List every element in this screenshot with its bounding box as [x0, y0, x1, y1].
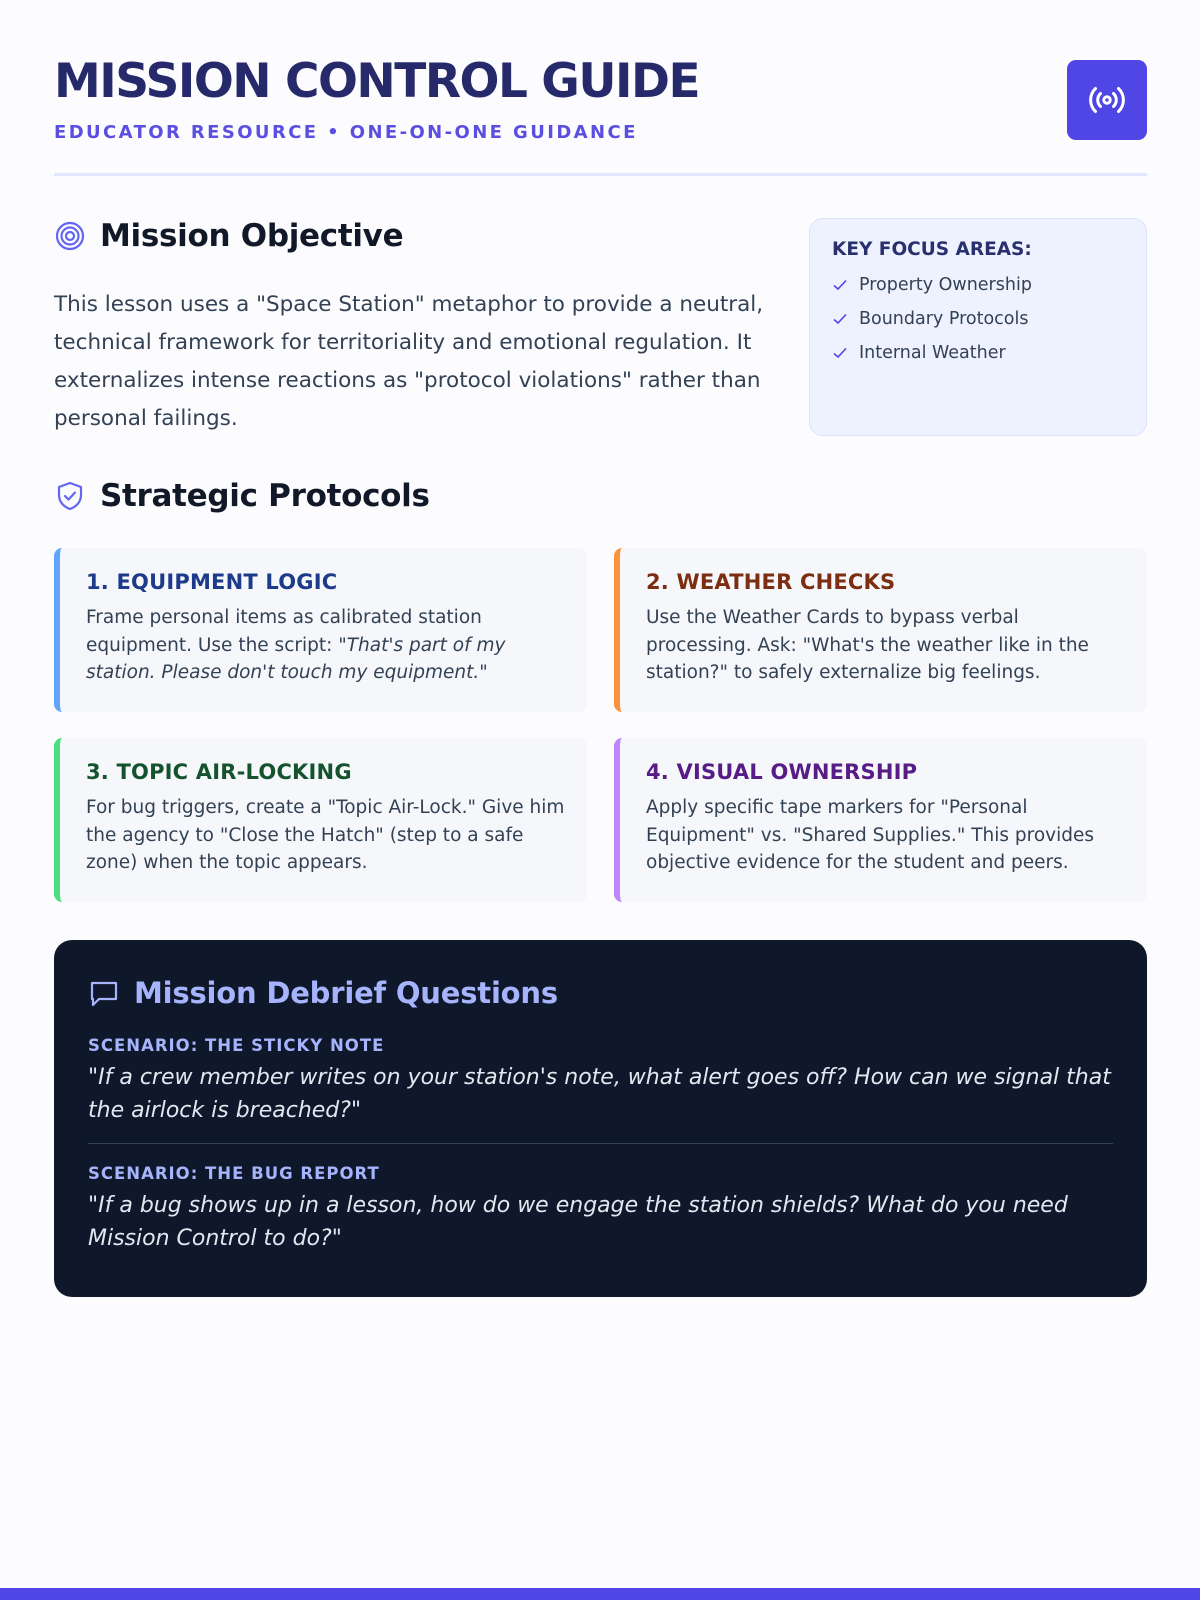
shield-check-icon: [54, 480, 86, 512]
page-title: MISSION CONTROL GUIDE: [54, 54, 700, 109]
card-title: 3. TOPIC AIR-LOCKING: [86, 760, 352, 784]
scenario-question: "If a crew member writes on your station's note, what alert goes off? How can we signal that the airlock is breached?": [88, 1065, 1111, 1123]
card-text: [86, 604, 565, 687]
target-icon: [54, 220, 86, 252]
protocols-title: Strategic Protocols: [100, 478, 430, 514]
broadcast-icon: [1067, 60, 1147, 140]
scenario-label: SCENARIO: THE BUG REPORT: [88, 1164, 380, 1183]
protocol-card-weather-checks: [614, 548, 1147, 712]
objective-title: Mission Objective: [100, 218, 404, 254]
focus-item-label: Property Ownership: [859, 275, 1032, 295]
debrief-heading: [88, 976, 1113, 1010]
page-subtitle: EDUCATOR RESOURCE • ONE-ON-ONE GUIDANCE: [54, 122, 638, 143]
card-title: 2. WEATHER CHECKS: [646, 570, 896, 594]
card-title: 4. VISUAL OWNERSHIP: [646, 760, 918, 784]
scenario-item: [88, 1036, 1113, 1127]
scenario-item: [88, 1164, 1113, 1255]
objective-text: This lesson uses a "Space Station" metaphor to provide a neutral, technical framework for territoriality and emotional regulation. It externalizes intense reactions as "protocol violations" rather than personal failings.: [54, 292, 764, 431]
check-icon: [832, 344, 850, 362]
footer-accent-bar: [0, 1588, 1200, 1600]
scenario-label: SCENARIO: THE STICKY NOTE: [88, 1036, 385, 1055]
protocol-card-equipment-logic: [54, 548, 587, 712]
mission-objective-section: [54, 218, 1147, 436]
card-text: Use the Weather Cards to bypass verbal processing. Ask: "What's the weather like in the station?" to safely externalize big feelings.: [646, 607, 1089, 683]
card-text: For bug triggers, create a "Topic Air-Lock." Give him the agency to "Close the Hatch" (step to a safe zone) when the topic appears.: [86, 797, 565, 873]
card-title: 1. EQUIPMENT LOGIC: [86, 570, 338, 594]
guide-page: [54, 0, 1147, 1251]
scenario-question: "If a bug shows up in a lesson, how do we engage the station shields? What do you need Mission Control to do?": [88, 1193, 1068, 1251]
focus-title: KEY FOCUS AREAS:: [832, 239, 1032, 260]
focus-item: [832, 302, 1124, 336]
debrief-title: Mission Debrief Questions: [134, 976, 558, 1010]
card-text: Apply specific tape markers for "Personal Equipment" vs. "Shared Supplies." This provides objective evidence for the student and peers.: [646, 797, 1095, 873]
protocols-heading: [54, 478, 1147, 514]
focus-item: [832, 268, 1124, 302]
key-focus-box: [809, 218, 1147, 436]
protocol-card-topic-air-locking: [54, 738, 587, 902]
focus-item-label: Internal Weather: [859, 343, 1006, 363]
card-script-quote: "That's part of my station. Please don't touch my equipment.": [86, 634, 506, 683]
chat-bubble-icon: [88, 976, 122, 1010]
focus-item: [832, 336, 1124, 370]
page-header: [54, 0, 1147, 176]
protocol-card-visual-ownership: [614, 738, 1147, 902]
check-icon: [832, 310, 850, 328]
check-icon: [832, 276, 850, 294]
mission-debrief-panel: [54, 940, 1147, 1297]
focus-item-label: Boundary Protocols: [859, 309, 1029, 329]
strategic-protocols-section: [54, 478, 1147, 873]
card-text-body: Frame personal items as calibrated station equipment. Use the script:: [86, 607, 482, 656]
divider: [88, 1143, 1113, 1144]
